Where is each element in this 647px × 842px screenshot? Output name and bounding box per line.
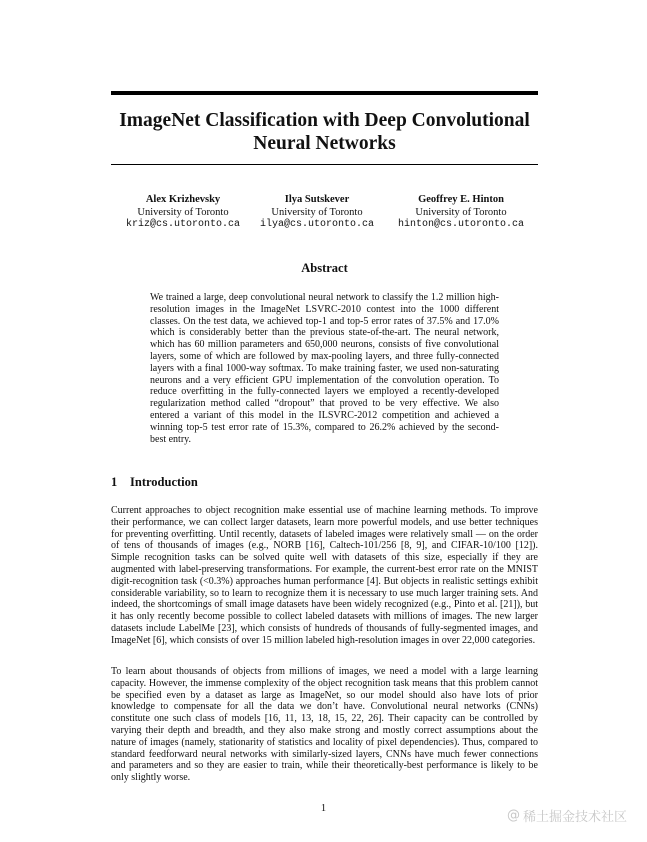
author-email[interactable]: ilya@cs.utoronto.ca [259,219,375,230]
author-krizhevsky [108,194,258,232]
abstract-heading: Abstract [301,261,348,275]
author-affiliation: University of Toronto [271,206,363,218]
author-name: Alex Krizhevsky [145,194,221,205]
author-hinton [386,194,536,232]
author-name: Ilya Sutskever [284,194,350,205]
section-number: 1 [111,475,118,489]
section-title: Introduction [130,475,198,489]
author-name: Geoffrey E. Hinton [418,194,504,205]
watermark [507,806,627,825]
watermark-text: 稀土掘金技术社区 [522,810,627,825]
title-line-1: ImageNet Classification with Deep Convolutional [119,110,530,131]
author-affiliation: University of Toronto [137,206,229,218]
watermark-at-symbol: @ [506,808,520,823]
author-block [111,194,538,244]
section-heading [111,475,198,490]
title-line-2: Neural Networks [253,133,396,154]
title-bottom-rule [111,164,538,165]
author-email[interactable]: kriz@cs.utoronto.ca [125,219,241,230]
paper-title [111,109,538,155]
title-top-rule [111,91,538,95]
page-number: 1 [320,803,327,814]
abstract-text: We trained a large, deep convolutional neural network to classify the 1.2 million high-resolution images in the ImageNet LSVRC-2010 contest into the 1000 different classes. On the test data, we achieved top-1 and top-5 error rates of 37.5% and 17.0% which is considerably better than the previous state-of-the-art. The neural network, which has 60 million parameters and 650,000 neurons, consists of five convolutional layers, some of which are followed by max-pooling layers, and three fully-connected layers with a final 1000-way softmax. To make training faster, we used non-saturating neurons and a very efficient GPU implementation of the convolution operation. To reduce overfitting in the fully-connected layers we employed a recently-developed regularization method called “dropout” that proved to be very effective. We also entered a variant of this model in the ILSVRC-2012 competition and achieved a winning top-5 test error rate of 15.3%, compared to 26.2% achieved by the second-best entry. [150,292,499,445]
author-email[interactable]: hinton@cs.utoronto.ca [397,219,525,230]
author-affiliation: University of Toronto [415,206,507,218]
author-sutskever [242,194,392,232]
intro-paragraph-1: Current approaches to object recognition make essential use of machine learning methods. To improve their performance, we can collect larger datasets, learn more powerful models, and use better techniques for preventing overfitting. Until recently, datasets of labeled images were relatively small — on the order of tens of thousands of images (e.g., NORB [16], Caltech-101/256 [8, 9], and CIFAR-10/100 [12]). Simple recognition tasks can be solved quite well with datasets of this size, especially if they are augmented with label-preserving transformations. For example, the current-best error rate on the MNIST digit-recognition task (<0.3%) approaches human performance [4]. But objects in realistic settings exhibit considerable variability, so to learn to recognize them it is necessary to use much larger training sets. And indeed, the shortcomings of small image datasets have been widely recognized (e.g., Pinto et al. [21]), but it has only recently become possible to collect labeled datasets with millions of images. The new larger datasets include LabelMe [23], which consists of hundreds of thousands of fully-segmented images, and ImageNet [6], which consists of over 15 million labeled high-resolution images in over 22,000 categories. [111,505,538,646]
intro-paragraph-2: To learn about thousands of objects from millions of images, we need a model with a large learning capacity. However, the immense complexity of the object recognition task means that this problem cannot be specified even by a dataset as large as ImageNet, so our model should also have lots of prior knowledge to compensate for all the data we don’t have. Convolutional neural networks (CNNs) constitute one such class of models [16, 11, 13, 18, 15, 22, 26]. Their capacity can be controlled by varying their depth and breadth, and they also make strong and mostly correct assumptions about the nature of images (namely, stationarity of statistics and locality of pixel dependencies). Thus, compared to standard feedforward neural networks with similarly-sized layers, CNNs have much fewer connections and parameters and so they are easier to train, while their theoretically-best performance is likely to be only slightly worse. [111,666,538,784]
